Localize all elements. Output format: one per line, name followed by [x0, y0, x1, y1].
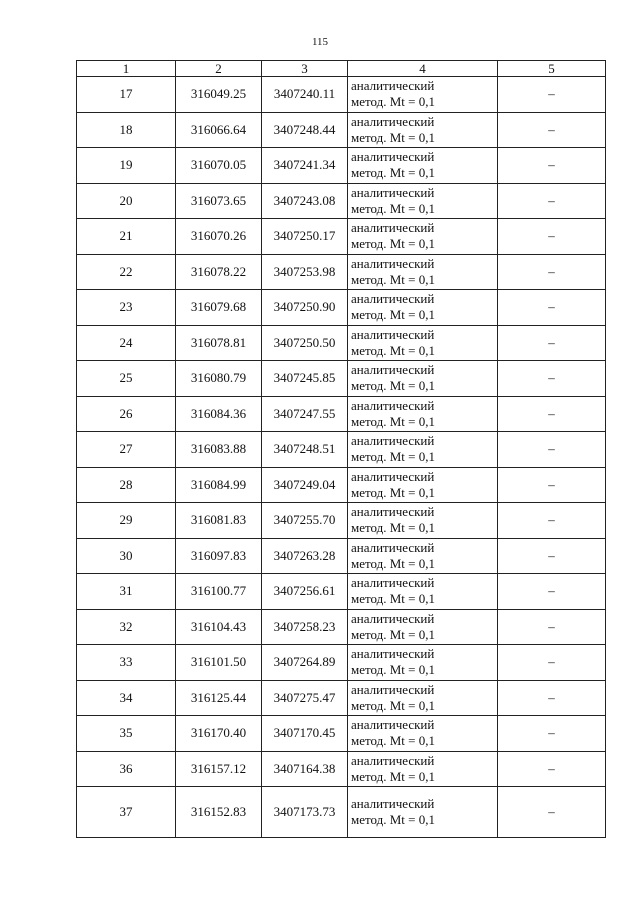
table-row [77, 219, 606, 255]
method-line-1: аналитический [351, 433, 435, 449]
method-line-1: аналитический [351, 326, 435, 342]
method-line-2: метод. Mt = 0,1 [351, 129, 435, 145]
y-coordinate-cell: 3407250.90 [262, 290, 348, 326]
column-5-cell: – [498, 574, 606, 610]
column-5-cell: – [498, 609, 606, 645]
table-row [77, 787, 606, 838]
column-5-cell: – [498, 787, 606, 838]
method-line-2: метод. Mt = 0,1 [351, 812, 435, 827]
x-coordinate-cell: 316080.79 [176, 361, 262, 397]
x-coordinate-cell: 316084.36 [176, 396, 262, 432]
method-cell [348, 148, 498, 184]
method-line-2: метод. Mt = 0,1 [351, 165, 435, 181]
method-line-1: аналитический [351, 291, 435, 307]
method-line-1: аналитический [351, 149, 435, 165]
column-5-cell: – [498, 219, 606, 255]
table-row [77, 716, 606, 752]
point-number-cell: 31 [77, 574, 176, 610]
table-row [77, 112, 606, 148]
point-number-cell: 29 [77, 503, 176, 539]
table-row [77, 538, 606, 574]
method-cell [348, 467, 498, 503]
method-line-2: метод. Mt = 0,1 [351, 520, 435, 536]
page-number: 115 [311, 36, 329, 48]
y-coordinate-cell: 3407255.70 [262, 503, 348, 539]
x-coordinate-cell: 316100.77 [176, 574, 262, 610]
column-5-cell: – [498, 645, 606, 681]
y-coordinate-cell: 3407241.34 [262, 148, 348, 184]
method-line-2: метод. Mt = 0,1 [351, 236, 435, 252]
method-cell [348, 574, 498, 610]
method-cell [348, 645, 498, 681]
x-coordinate-cell: 316101.50 [176, 645, 262, 681]
y-coordinate-cell: 3407164.38 [262, 751, 348, 787]
y-coordinate-cell: 3407250.17 [262, 219, 348, 255]
table-row [77, 503, 606, 539]
column-5-cell: – [498, 503, 606, 539]
x-coordinate-cell: 316049.25 [176, 77, 262, 113]
point-number-cell: 34 [77, 680, 176, 716]
method-line-1: аналитический [351, 184, 435, 200]
x-coordinate-cell: 316084.99 [176, 467, 262, 503]
method-cell [348, 325, 498, 361]
x-coordinate-cell: 316125.44 [176, 680, 262, 716]
y-coordinate-cell: 3407247.55 [262, 396, 348, 432]
x-coordinate-cell: 316078.22 [176, 254, 262, 290]
point-number-cell: 18 [77, 112, 176, 148]
point-number-cell: 22 [77, 254, 176, 290]
column-5-cell: – [498, 361, 606, 397]
method-line-2: метод. Mt = 0,1 [351, 484, 435, 500]
x-coordinate-cell: 316152.83 [176, 787, 262, 838]
method-line-1: аналитический [351, 397, 435, 413]
y-coordinate-cell: 3407240.11 [262, 77, 348, 113]
point-number-cell: 37 [77, 787, 176, 838]
point-number-cell: 28 [77, 467, 176, 503]
method-line-2: метод. Mt = 0,1 [351, 555, 435, 571]
method-cell [348, 716, 498, 752]
method-line-2: метод. Mt = 0,1 [351, 662, 435, 678]
y-coordinate-cell: 3407245.85 [262, 361, 348, 397]
x-coordinate-cell: 316078.81 [176, 325, 262, 361]
method-line-1: аналитический [351, 646, 435, 662]
method-line-2: метод. Mt = 0,1 [351, 626, 435, 642]
table-row [77, 645, 606, 681]
method-line-2: метод. Mt = 0,1 [351, 768, 435, 784]
table-row [77, 290, 606, 326]
point-number-cell: 25 [77, 361, 176, 397]
y-coordinate-cell: 3407249.04 [262, 467, 348, 503]
y-coordinate-cell: 3407275.47 [262, 680, 348, 716]
method-line-1: аналитический [351, 362, 435, 378]
point-number-cell: 35 [77, 716, 176, 752]
method-cell [348, 503, 498, 539]
table-row [77, 254, 606, 290]
x-coordinate-cell: 316081.83 [176, 503, 262, 539]
method-line-1: аналитический [351, 220, 435, 236]
x-coordinate-cell: 316170.40 [176, 716, 262, 752]
method-cell [348, 396, 498, 432]
table-row [77, 609, 606, 645]
x-coordinate-cell: 316066.64 [176, 112, 262, 148]
y-coordinate-cell: 3407264.89 [262, 645, 348, 681]
table-row [77, 361, 606, 397]
method-cell [348, 254, 498, 290]
method-line-1: аналитический [351, 610, 435, 626]
x-coordinate-cell: 316070.05 [176, 148, 262, 184]
point-number-cell: 26 [77, 396, 176, 432]
point-number-cell: 30 [77, 538, 176, 574]
column-5-cell: – [498, 290, 606, 326]
method-line-1: аналитический [351, 255, 435, 271]
y-coordinate-cell: 3407256.61 [262, 574, 348, 610]
y-coordinate-cell: 3407253.98 [262, 254, 348, 290]
x-coordinate-cell: 316097.83 [176, 538, 262, 574]
column-5-cell: – [498, 751, 606, 787]
table-row [77, 77, 606, 113]
point-number-cell: 17 [77, 77, 176, 113]
y-coordinate-cell: 3407250.50 [262, 325, 348, 361]
table-row [77, 432, 606, 468]
point-number-cell: 32 [77, 609, 176, 645]
table-body [77, 77, 606, 838]
x-coordinate-cell: 316079.68 [176, 290, 262, 326]
column-5-cell: – [498, 183, 606, 219]
method-cell [348, 432, 498, 468]
y-coordinate-cell: 3407170.45 [262, 716, 348, 752]
point-number-cell: 36 [77, 751, 176, 787]
table-row [77, 751, 606, 787]
y-coordinate-cell: 3407248.51 [262, 432, 348, 468]
method-line-2: метод. Mt = 0,1 [351, 200, 435, 216]
column-header: 4 [348, 61, 498, 77]
column-5-cell: – [498, 396, 606, 432]
column-header: 2 [176, 61, 262, 77]
method-line-2: метод. Mt = 0,1 [351, 413, 435, 429]
point-number-cell: 23 [77, 290, 176, 326]
method-line-2: метод. Mt = 0,1 [351, 271, 435, 287]
column-5-cell: – [498, 680, 606, 716]
method-cell [348, 751, 498, 787]
method-line-1: аналитический [351, 78, 435, 94]
column-header: 5 [498, 61, 606, 77]
method-line-2: метод. Mt = 0,1 [351, 449, 435, 465]
table-row [77, 183, 606, 219]
method-cell [348, 112, 498, 148]
method-line-2: метод. Mt = 0,1 [351, 378, 435, 394]
method-cell [348, 183, 498, 219]
method-line-1: аналитический [351, 113, 435, 129]
column-5-cell: – [498, 432, 606, 468]
method-line-1: аналитический [351, 504, 435, 520]
method-cell [348, 609, 498, 645]
method-line-1: аналитический [351, 575, 435, 591]
table-row [77, 467, 606, 503]
point-number-cell: 24 [77, 325, 176, 361]
column-header: 1 [77, 61, 176, 77]
method-cell [348, 290, 498, 326]
method-line-2: метод. Mt = 0,1 [351, 94, 435, 110]
column-5-cell: – [498, 467, 606, 503]
point-number-cell: 21 [77, 219, 176, 255]
column-5-cell: – [498, 77, 606, 113]
x-coordinate-cell: 316070.26 [176, 219, 262, 255]
point-number-cell: 19 [77, 148, 176, 184]
method-line-1: аналитический [351, 681, 435, 697]
method-line-2: метод. Mt = 0,1 [351, 733, 435, 749]
column-5-cell: – [498, 148, 606, 184]
method-cell [348, 787, 498, 838]
method-line-1: аналитический [351, 796, 435, 811]
table-row [77, 680, 606, 716]
point-number-cell: 27 [77, 432, 176, 468]
method-line-1: аналитический [351, 539, 435, 555]
column-5-cell: – [498, 112, 606, 148]
method-line-1: аналитический [351, 717, 435, 733]
table-header-row [77, 61, 606, 77]
method-line-1: аналитический [351, 752, 435, 768]
method-cell [348, 680, 498, 716]
x-coordinate-cell: 316157.12 [176, 751, 262, 787]
x-coordinate-cell: 316104.43 [176, 609, 262, 645]
method-cell [348, 219, 498, 255]
y-coordinate-cell: 3407258.23 [262, 609, 348, 645]
table-row [77, 325, 606, 361]
y-coordinate-cell: 3407263.28 [262, 538, 348, 574]
method-line-2: метод. Mt = 0,1 [351, 591, 435, 607]
method-line-2: метод. Mt = 0,1 [351, 342, 435, 358]
method-cell [348, 361, 498, 397]
method-cell [348, 77, 498, 113]
column-5-cell: – [498, 254, 606, 290]
y-coordinate-cell: 3407173.73 [262, 787, 348, 838]
column-5-cell: – [498, 716, 606, 752]
method-cell [348, 538, 498, 574]
method-line-1: аналитический [351, 468, 435, 484]
x-coordinate-cell: 316083.88 [176, 432, 262, 468]
column-5-cell: – [498, 325, 606, 361]
x-coordinate-cell: 316073.65 [176, 183, 262, 219]
method-line-2: метод. Mt = 0,1 [351, 307, 435, 323]
point-number-cell: 20 [77, 183, 176, 219]
table-row [77, 396, 606, 432]
table-row [77, 148, 606, 184]
coordinates-table [76, 60, 606, 838]
y-coordinate-cell: 3407248.44 [262, 112, 348, 148]
column-header: 3 [262, 61, 348, 77]
method-line-2: метод. Mt = 0,1 [351, 697, 435, 713]
point-number-cell: 33 [77, 645, 176, 681]
column-5-cell: – [498, 538, 606, 574]
y-coordinate-cell: 3407243.08 [262, 183, 348, 219]
table-row [77, 574, 606, 610]
